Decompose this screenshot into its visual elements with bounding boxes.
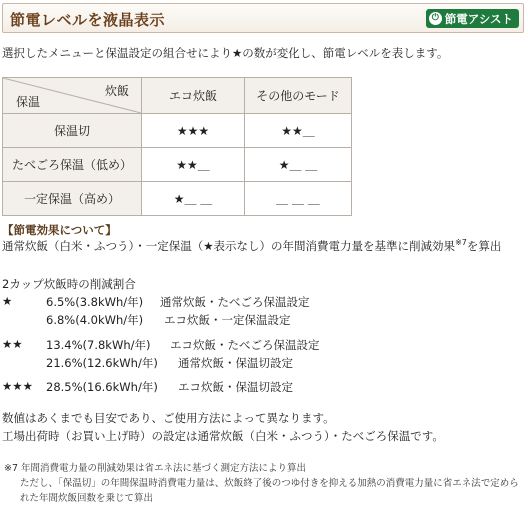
basis-suffix: を算出 [466, 239, 502, 253]
rate-desc: エコ炊飯・保温切設定 [178, 380, 293, 394]
star-level-three: ★★★ [2, 379, 33, 393]
table-cell: ★＿ ＿ [142, 182, 245, 216]
power-leaf-icon: ⏻ [429, 12, 442, 25]
table-cell: ★＿ ＿ [245, 148, 352, 182]
corner-label-keepwarm: 保温 [16, 95, 41, 109]
table-corner-header [3, 78, 142, 114]
section-title: 節電レベルを液晶表示 [10, 11, 166, 29]
row-header: 保温切 [3, 114, 142, 148]
footnote-line: ただし、「保温切」の年間保温時消費電力量は、炊飯終了後のつゆ付きを抑える加熱の消費電力量に省エネ法で定めら [20, 478, 519, 489]
effect-basis-text [2, 238, 501, 254]
effect-section-title: 【節電効果について】 [2, 223, 117, 237]
reduction-rate-title: 2カップ炊飯時の削減割合 [2, 277, 136, 291]
basis-text: 通常炊飯（白米・ふつう）・一定保温（★表示なし）の年間消費電力量を基準に削減効果 [2, 239, 456, 253]
corner-label-cooking: 炊飯 [104, 84, 129, 98]
note-estimate: 数値はあくまでも目安であり、ご使用方法によって異なります。 [2, 411, 335, 425]
power-saving-assist-badge [426, 9, 519, 28]
table-cell: ★★＿ [142, 148, 245, 182]
section-header [2, 3, 524, 33]
rate-value: 6.8%(4.0kWh/年) [46, 313, 144, 327]
rate-value: 21.6%(12.6kWh/年) [46, 356, 158, 370]
footnote-line: ※7 年間消費電力量の削減効果は省エネ法に基づく測定方法により算出 [4, 463, 307, 474]
power-level-table [2, 77, 352, 216]
table-cell: ★★＿ [245, 114, 352, 148]
note-factory-default: 工場出荷時（お買い上げ時）の設定は通常炊飯（白米・ふつう）・たべごろ保温です。 [2, 429, 444, 443]
rate-value: 6.5%(3.8kWh/年) [46, 295, 144, 309]
rate-desc: エコ炊飯・一定保温設定 [164, 313, 291, 327]
footnote-line: れた年間炊飯回数を乗じて算出 [20, 493, 154, 504]
row-header: たべごろ保温（低め） [3, 148, 142, 182]
rate-desc: エコ炊飯・たべごろ保温設定 [170, 338, 320, 352]
column-header-other: その他のモード [245, 78, 352, 114]
rate-value: 28.5%(16.6kWh/年) [46, 380, 158, 394]
table-cell: ＿ ＿ ＿ [245, 182, 352, 216]
rate-desc: 通常炊飯・たべごろ保温設定 [160, 295, 310, 309]
table-row [3, 148, 352, 182]
table-row [3, 182, 352, 216]
footnote-mark: ※7 [455, 238, 467, 248]
star-level-two: ★★ [2, 337, 23, 351]
column-header-eco: エコ炊飯 [142, 78, 245, 114]
row-header: 一定保温（高め） [3, 182, 142, 216]
table-cell: ★★★ [142, 114, 245, 148]
star-level-one: ★ [2, 294, 13, 308]
intro-text: 選択したメニューと保温設定の組合せにより★の数が変化し、節電レベルを表します。 [2, 46, 449, 60]
table-row [3, 114, 352, 148]
badge-label: 節電アシスト [444, 11, 513, 26]
rate-desc: 通常炊飯・保温切設定 [178, 356, 293, 370]
rate-value: 13.4%(7.8kWh/年) [46, 338, 151, 352]
